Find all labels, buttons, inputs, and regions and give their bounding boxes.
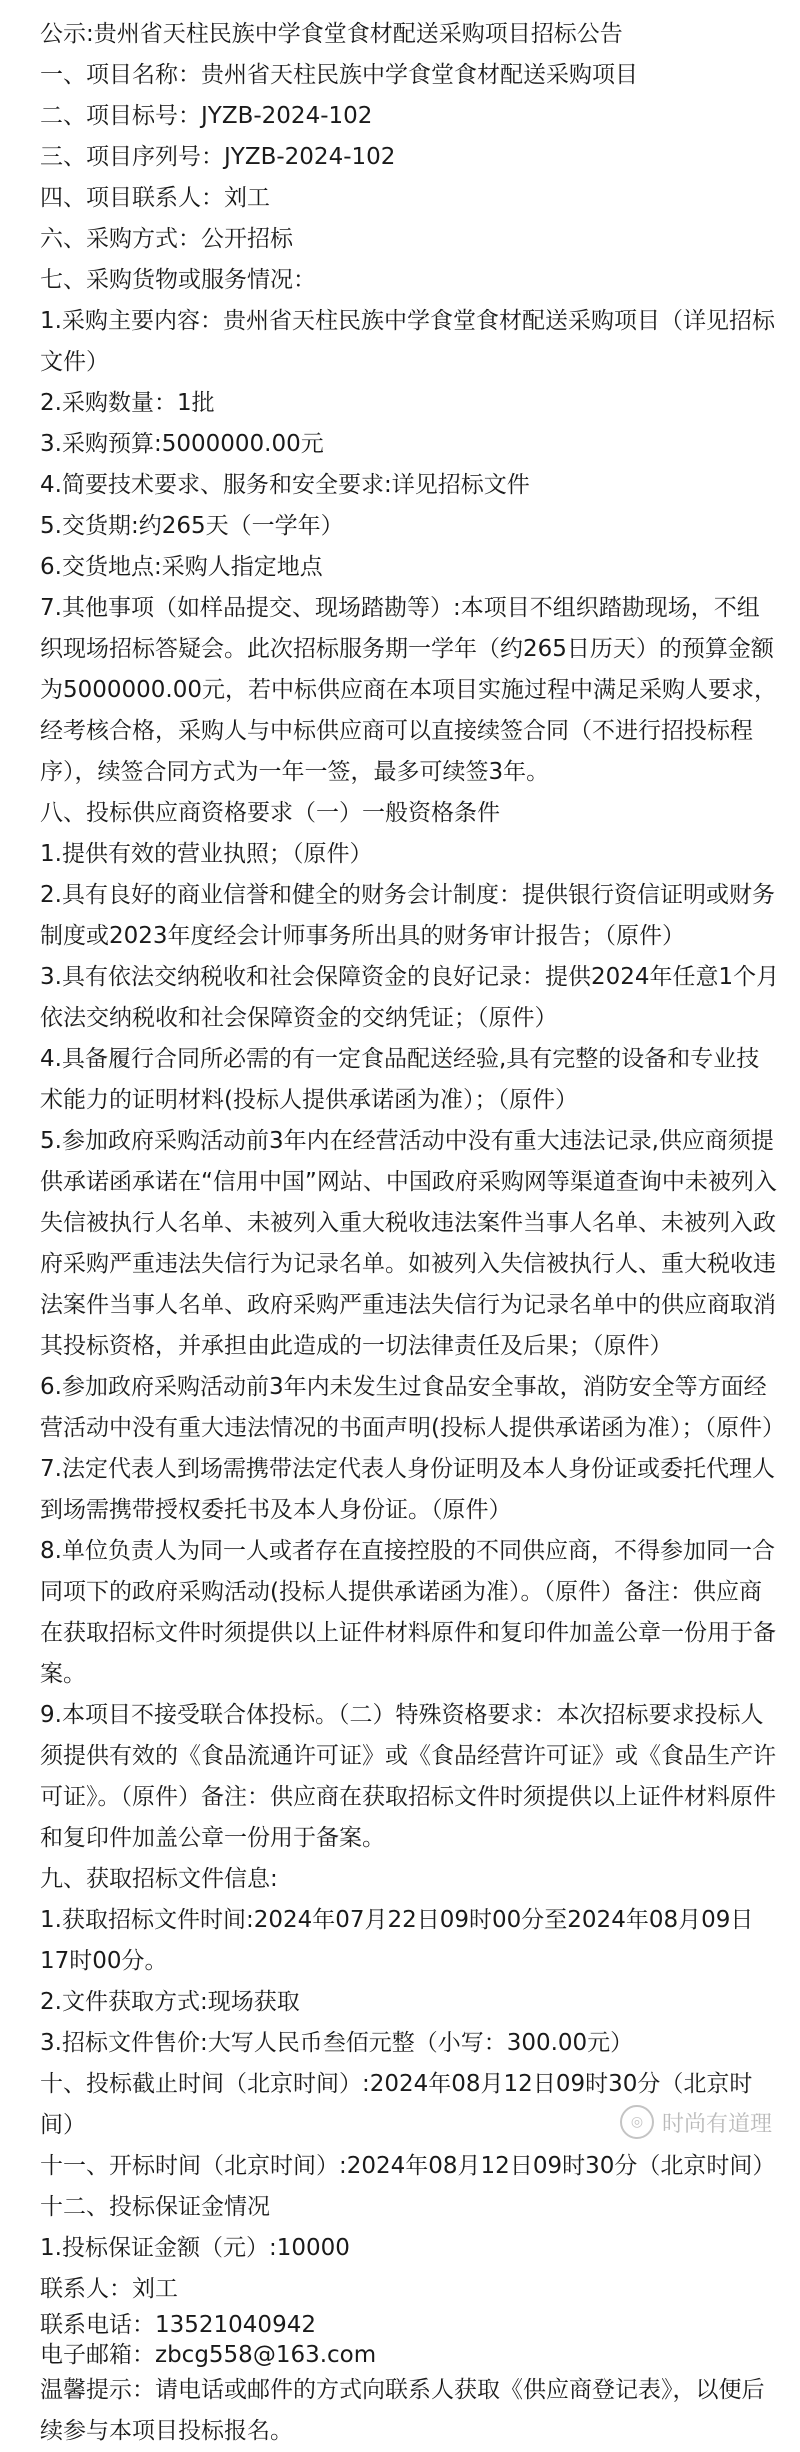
goods-item-delivery-place: 6.交货地点:采购人指定地点 [40, 554, 323, 580]
qualification-item: 7.法定代表人到场需携带法定代表人身份证明及本人身份证或委托代理人到场需携带授权委托书及本人身份证。（原件） [40, 1456, 775, 1523]
qualification-item: 9.本项目不接受联合体投标。（二）特殊资格要求：本次招标要求投标人须提供有效的《食品流通许可证》或《食品经营许可证》或《食品生产许可证》。（原件）备注：供应商在获取招标文件时须提供以上证件材料原件和复印件加盖公章一份用于备案。 [40, 1702, 776, 1851]
section-heading-goods: 七、采购货物或服务情况： [40, 267, 316, 293]
bid-deadline: 十、投标截止时间（北京时间）:2024年08月12日09时30分（北京时间） [40, 2071, 753, 2138]
bid-opening-time: 十一、开标时间（北京时间）:2024年08月12日09时30分（北京时间）十二、投标保证金情况 [40, 2153, 776, 2220]
watermark-text: 时尚有道理 [661, 2111, 772, 2137]
goods-item-quantity: 2.采购数量：1批 [40, 390, 215, 416]
contact-phone: 联系电话：13521040942 [40, 2312, 316, 2338]
document-item-time: 1.获取招标文件时间:2024年07月22日09时00分至2024年08月09日17时00分。 [40, 1907, 754, 1974]
qualification-item: 4.具备履行合同所必需的有一定食品配送经验,具有完整的设备和专业技术能力的证明材料(投标人提供承诺函为准）；（原件） [40, 1046, 760, 1113]
qualification-item: 2.具有良好的商业信誉和健全的财务会计制度：提供银行资信证明或财务制度或2023年度经会计师事务所出具的财务审计报告；（原件） [40, 882, 775, 949]
project-name: 一、项目名称：贵州省天柱民族中学食堂食材配送采购项目 [40, 62, 638, 88]
document-item-price: 3.招标文件售价:大写人民币叁佰元整（小写：300.00元） [40, 2030, 634, 2056]
goods-item-delivery-period: 5.交货期:约265天（一学年） [40, 513, 344, 539]
watermark [620, 2105, 772, 2139]
qualification-item: 3.具有依法交纳税收和社会保障资金的良好记录：提供2024年任意1个月依法交纳税收和社会保障资金的交纳凭证；（原件） [40, 964, 780, 1031]
project-serial: 三、项目序列号：JYZB-2024-102 [40, 144, 396, 170]
section-heading-qualifications: 八、投标供应商资格要求（一）一般资格条件 [40, 800, 500, 826]
goods-item-requirements: 4.简要技术要求、服务和安全要求:详见招标文件 [40, 472, 530, 498]
qualification-item: 1.提供有效的营业执照；（原件） [40, 841, 373, 867]
contact-person: 联系人：刘工 [40, 2276, 178, 2302]
goods-item-budget: 3.采购预算:5000000.00元 [40, 431, 324, 457]
goods-item-content: 1.采购主要内容：贵州省天柱民族中学食堂食材配送采购项目（详见招标文件） [40, 308, 775, 375]
watermark-logo-icon: ◎ [620, 2105, 654, 2139]
bid-deposit-amount: 1.投标保证金额（元）:10000 [40, 2235, 350, 2261]
qualification-item: 8.单位负责人为同一人或者存在直接控股的不同供应商，不得参加同一合同项下的政府采购活动(投标人提供承诺函为准）。（原件）备注：供应商在获取招标文件时须提供以上证件材料原件和复印件加盖公章一份用于备案。 [40, 1538, 776, 1687]
contact-email: 电子邮箱：zbcg558@163.com [40, 2342, 377, 2368]
announcement-document [40, 14, 785, 2452]
qualification-item: 6.参加政府采购活动前3年内未发生过食品安全事故，消防安全等方面经营活动中没有重大违法情况的书面声明(投标人提供承诺函为准）；（原件） [40, 1374, 785, 1441]
qualification-item: 5.参加政府采购活动前3年内在经营活动中没有重大违法记录,供应商须提供承诺函承诺在“信用中国”网站、中国政府采购网等渠道查询中未被列入失信被执行人名单、未被列入重大税收违法案件当事人名单、未被列入政府采购严重违法失信行为记录名单。如被列入失信被执行人、重大税收违法案件当事人名单、政府采购严重违法失信行为记录名单中的供应商取消其投标资格，并承担由此造成的一切法律责任及后果；（原件） [40, 1128, 777, 1359]
announcement-title: 公示:贵州省天柱民族中学食堂食材配送采购项目招标公告 [40, 21, 623, 47]
procurement-method: 六、采购方式：公开招标 [40, 226, 293, 252]
project-contact: 四、项目联系人：刘工 [40, 185, 270, 211]
document-item-method: 2.文件获取方式:现场获取 [40, 1989, 300, 2015]
section-heading-documents: 九、获取招标文件信息: [40, 1866, 278, 1892]
reminder-note: 温馨提示：请电话或邮件的方式向联系人获取《供应商登记表》，以便后续参与本项目投标报名。 [40, 2377, 765, 2444]
goods-item-other: 7.其他事项（如样品提交、现场踏勘等）:本项目不组织踏勘现场，不组织现场招标答疑会。此次招标服务期一学年（约265日历天）的预算金额为5000000.00元，若中标供应商在本项目实施过程中满足采购人要求，经考核合格，采购人与中标供应商可以直接续签合同（不进行招投标程序），续签合同方式为一年一签，最多可续签3年。 [40, 595, 778, 785]
project-number: 二、项目标号：JYZB-2024-102 [40, 103, 373, 129]
